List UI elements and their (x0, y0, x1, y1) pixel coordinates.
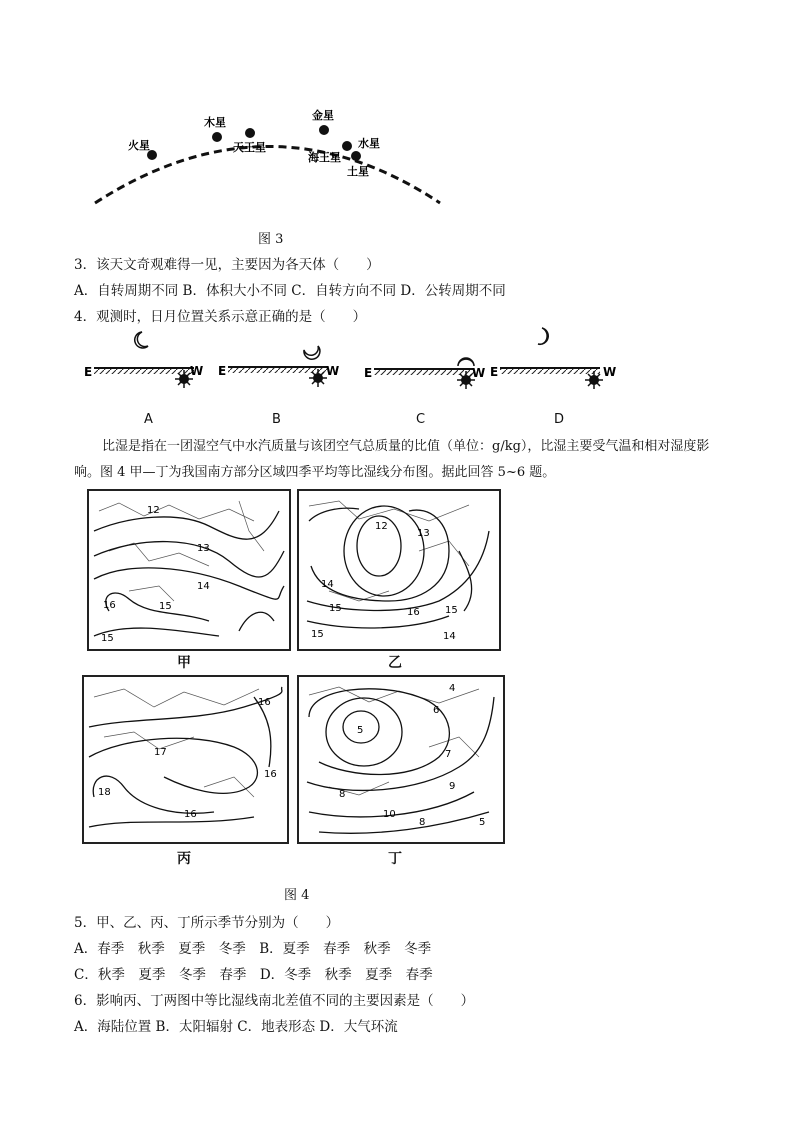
planet-label: 金星 (312, 109, 334, 122)
east-label: E (490, 365, 499, 379)
contour-value: 8 (339, 789, 346, 800)
west-label: W (326, 364, 340, 378)
west-label: W (603, 365, 617, 379)
question-5-options-ab: A．春季 秋季 夏季 冬季 B．夏季 春季 秋季 冬季 (74, 941, 432, 957)
contour-value: 14 (321, 579, 334, 590)
contour-value: 12 (375, 521, 388, 532)
question-4-diagrams (80, 322, 640, 402)
contour-value: 5 (357, 725, 364, 736)
planet-uranus (245, 128, 255, 138)
planet-label: 木星 (204, 116, 226, 129)
contour-value: 15 (159, 601, 172, 612)
west-label: W (472, 366, 486, 380)
contour-value: 12 (147, 505, 160, 516)
option-label-c: C (416, 412, 426, 427)
figure-4-caption: 图 4 (284, 888, 310, 903)
contour-value: 16 (103, 600, 116, 611)
map-panel-yi (297, 489, 501, 651)
option-label-d: D (554, 412, 565, 427)
contour-value: 4 (449, 683, 456, 694)
panel-label-jia: 甲 (177, 655, 191, 671)
contour-value: 16 (264, 769, 277, 780)
planet-jupiter (212, 132, 222, 142)
orbit-arc (95, 147, 440, 204)
contour-map (299, 491, 499, 649)
contour-map (299, 677, 503, 842)
moon-icon (538, 328, 548, 344)
west-label: W (190, 364, 204, 378)
contour-value: 15 (311, 629, 324, 640)
contour-value: 15 (101, 633, 114, 644)
planet-venus (319, 125, 329, 135)
contour-value: 17 (154, 747, 167, 758)
contour-value: 14 (197, 581, 210, 592)
figure-3-caption: 图 3 (258, 232, 284, 247)
contour-value: 10 (383, 809, 396, 820)
map-panel-ding (297, 675, 505, 844)
contour-value: 18 (98, 787, 111, 798)
contour-value: 13 (197, 543, 210, 554)
contour-value: 8 (419, 817, 426, 828)
map-panel-jia (87, 489, 291, 651)
east-label: E (364, 366, 373, 380)
question-6-options: A．海陆位置 B．太阳辐射 C．地表形态 D．大气环流 (74, 1019, 398, 1035)
planet-label: 火星 (128, 139, 150, 152)
figure-3-planet-alignment (80, 105, 450, 210)
planet-mercury (342, 141, 352, 151)
planet-saturn (351, 151, 361, 161)
contour-value: 13 (417, 528, 430, 539)
contour-value: 14 (443, 631, 456, 642)
planet-label: 海王星 (308, 151, 341, 164)
moon-icon (458, 358, 474, 366)
contour-value: 15 (329, 603, 342, 614)
map-panel-bing (82, 675, 289, 844)
question-3-options: A．自转周期不同 B．体积大小不同 C．自转方向不同 D．公转周期不同 (74, 283, 506, 299)
moon-icon (304, 346, 320, 359)
option-label-b: B (272, 412, 281, 427)
contour-value: 5 (479, 817, 486, 828)
east-label: E (84, 365, 93, 379)
contour-value: 16 (258, 697, 271, 708)
planet-label: 天王星 (233, 141, 266, 154)
diagram-d (490, 328, 616, 389)
diagram-a (84, 332, 203, 388)
question-5-stem: 5．甲、乙、丙、丁所示季节分别为（ ） (74, 915, 340, 931)
contour-map (84, 677, 287, 842)
contour-value: 6 (433, 705, 440, 716)
diagram-c (364, 358, 485, 389)
contour-value: 15 (445, 605, 458, 616)
contour-value: 9 (449, 781, 456, 792)
contour-value: 16 (184, 809, 197, 820)
panel-label-bing: 丙 (177, 851, 191, 867)
question-3-stem: 3．该天文奇观难得一见，主要因为各天体（ ） (74, 257, 380, 273)
contour-map (89, 491, 289, 649)
panel-label-yi: 乙 (388, 655, 402, 671)
diagram-b (218, 346, 339, 387)
question-6-stem: 6．影响丙、丁两图中等比湿线南北差值不同的主要因素是（ ） (74, 993, 475, 1009)
question-4-stem: 4．观测时，日月位置关系示意正确的是（ ） (74, 309, 367, 325)
planet-label: 水星 (358, 137, 380, 150)
planet-label: 土星 (347, 165, 369, 178)
east-label: E (218, 364, 227, 378)
panel-label-ding: 丁 (388, 851, 402, 867)
contour-value: 16 (407, 607, 420, 618)
contour-value: 7 (445, 749, 452, 760)
question-5-options-cd: C．秋季 夏季 冬季 春季 D．冬季 秋季 夏季 春季 (74, 967, 433, 983)
moon-icon (135, 332, 148, 348)
option-label-a: A (144, 412, 153, 427)
specific-humidity-intro: 比湿是指在一团湿空气中水汽质量与该团空气总质量的比值（单位：g/kg），比湿主要受气温和相对湿度影响。图 4 甲—丁为我国南方部分区域四季平均等比湿线分布图。据此回答 5~6 题。 (74, 439, 710, 480)
